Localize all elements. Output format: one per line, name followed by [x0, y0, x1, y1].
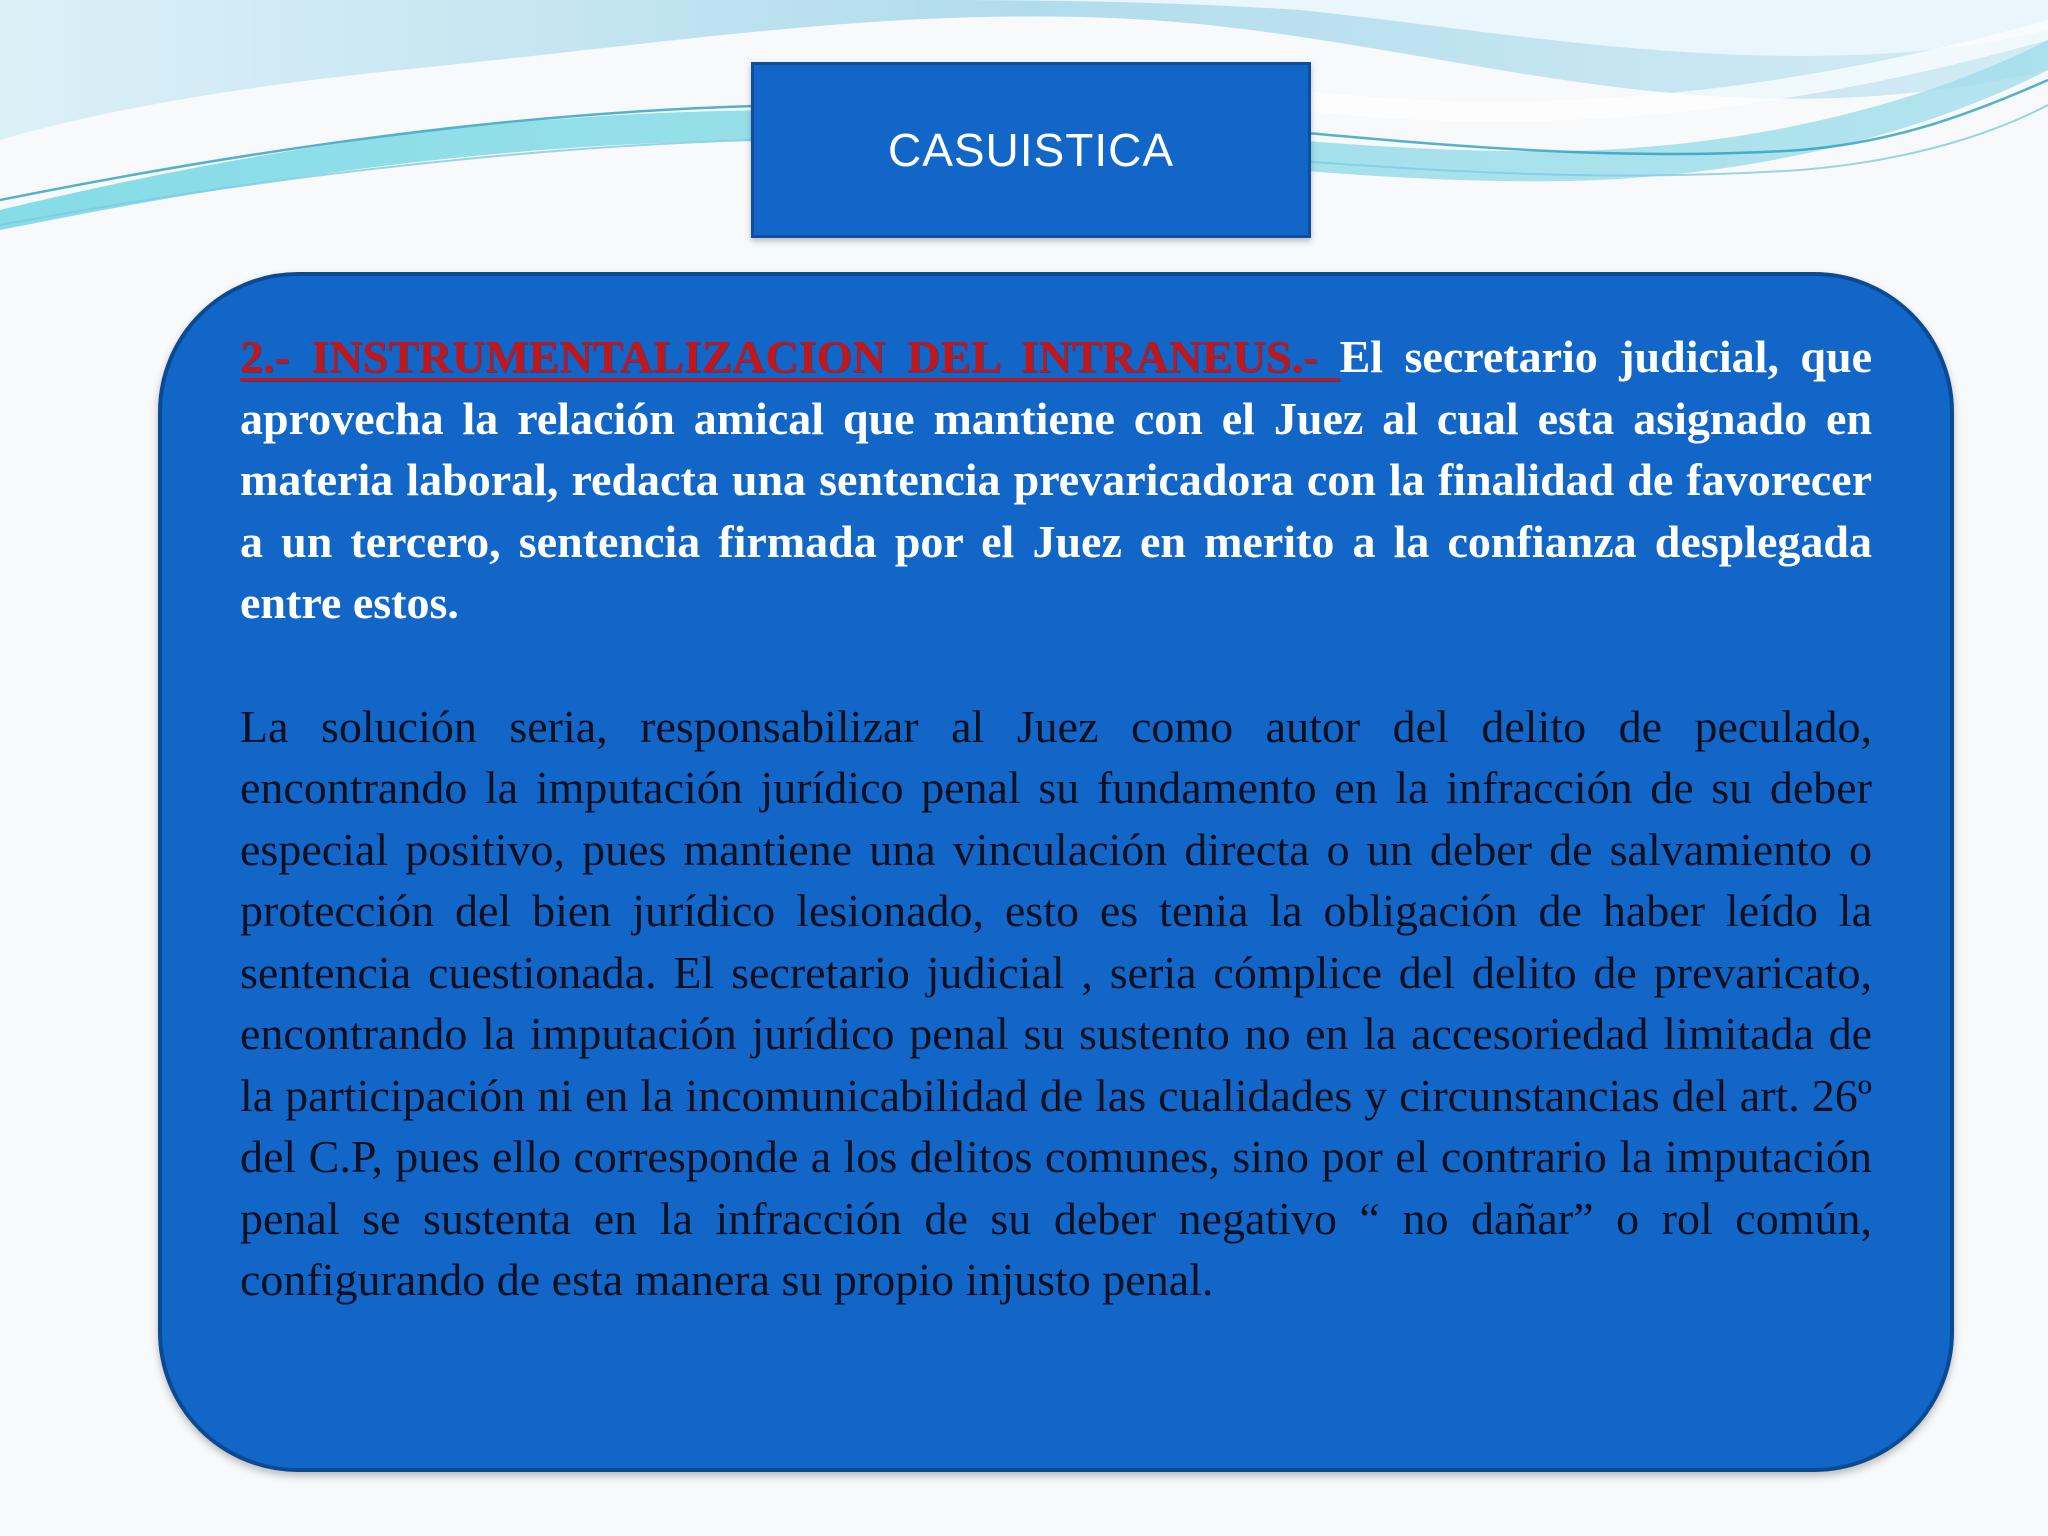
case-heading: 2.- INSTRUMENTALIZACION DEL INTRANEUS.- [240, 331, 1340, 382]
solution-paragraph: La solución seria, responsabilizar al Juez como autor del delito de peculado, encontrando la imputación jurídico penal su fundamento en la infracción de su deber especial positivo, pues mantiene una vinculación directa o un deber de salvamiento o protección del bien jurídico lesionado, esto es tenia la obligación de haber leído la sentencia cuestionada. El secretario judicial , seria cómplice del delito de prevaricato, encontrando la imputación jurídico penal su sustento no en la accesoriedad limitada de la participación ni en la incomunicabilidad de las cualidades y circunstancias del art. 26º del C.P, pues ello corresponde a los delitos comunes, sino por el contrario la imputación penal se sustenta en la infracción de su deber negativo “ no dañar” o rol común, configurando de esta manera su propio injusto penal. [240, 700, 1872, 1305]
case-paragraph [240, 326, 1872, 634]
case-description: El secretario judicial, que aprovecha la relación amical que mantiene con el Juez al cual esta asignado en materia laboral, redacta una sentencia prevaricadora con la finalidad de favorecer a un tercero, sentencia firmada por el Juez en merito a la confianza desplegada entre estos. [240, 331, 1872, 628]
slide-title-box [751, 62, 1311, 238]
slide-title: CASUISTICA [887, 124, 1175, 176]
content-panel [158, 272, 1954, 1472]
